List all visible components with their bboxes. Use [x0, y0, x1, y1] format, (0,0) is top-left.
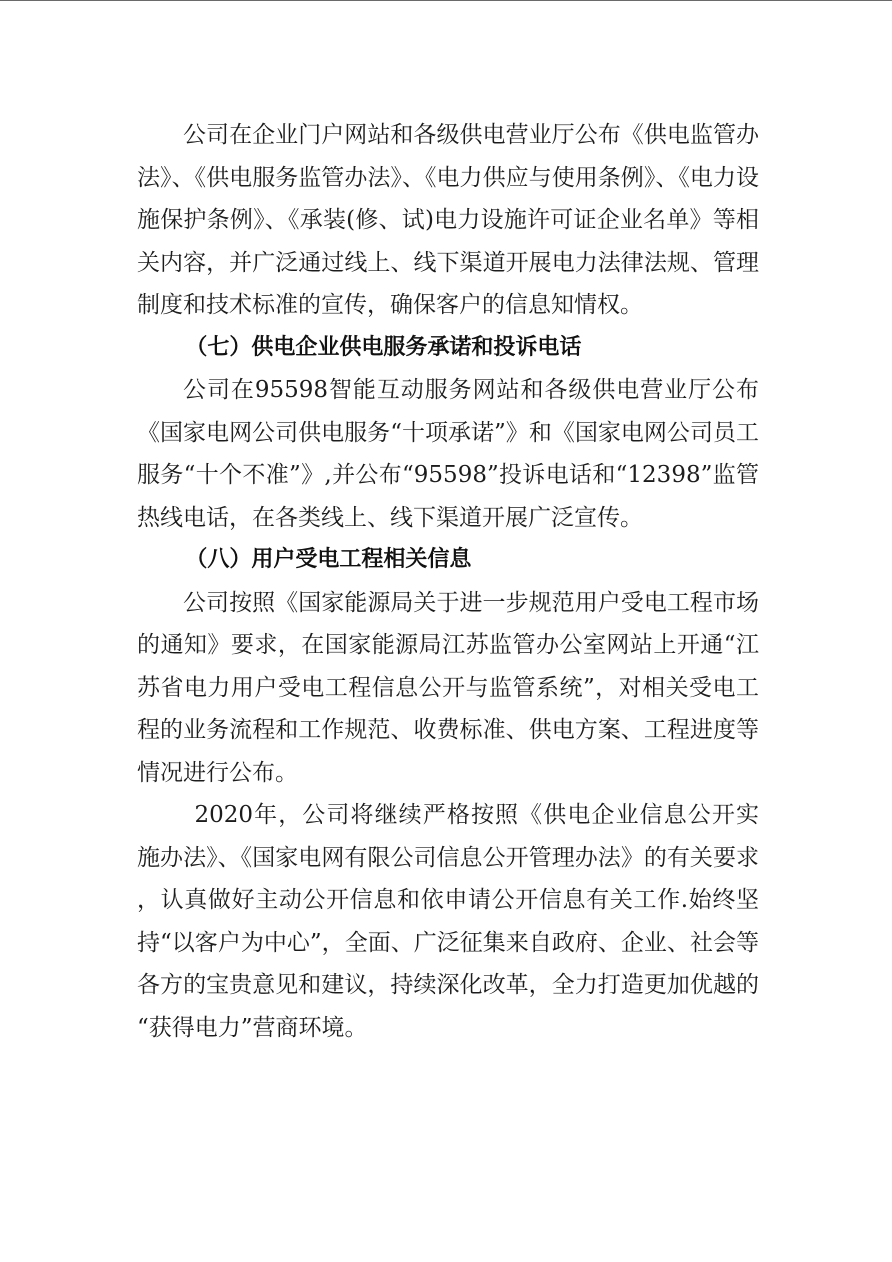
- document-body: [137, 114, 759, 1049]
- paragraph-2020-plan: 2020年，公司将继续严格按照《供电企业信息公开实施办法》、《国家电网有限公司信息公开管理办法》的有关要求，认真做好主动公开信息和依申请公开信息有关工作.始终坚持“以客户为中心”，全面、广泛征集来自政府、企业、社会等各方的宝贵意见和建议，持续深化改革，全力打造更加优越的“获得电力”营商环境。: [137, 802, 759, 1041]
- paragraph-info-disclosure: 公司在企业门户网站和各级供电营业厅公布《供电监管办法》、《供电服务监管办法》、《电力供应与使用条例》、《电力设施保护条例》、《承装(修、试)电力设施许可证企业名单》等相关内容，并广泛通过线上、线下渠道开展电力法律法规、管理制度和技术标准的宣传，确保客户的信息知情权。: [137, 122, 759, 318]
- paragraph-service-commitment: 公司在95598智能互动服务网站和各级供电营业厅公布《国家电网公司供电服务“十项承诺”》和《国家电网公司员工服务“十个不准”》,并公布“95598”投诉电话和“12398”监管热线电话，在各类线上、线下渠道开展广泛宣传。: [137, 377, 759, 531]
- paragraph-user-power-project: 公司按照《国家能源局关于进一步规范用户受电工程市场的通知》要求，在国家能源局江苏监管办公室网站上开通“江苏省电力用户受电工程信息公开与监管系统”，对相关受电工程的业务流程和工作规范、收费标准、供电方案、工程进度等情况进行公布。: [137, 589, 759, 786]
- section-heading-service-commitment: （七）供电企业供电服务承诺和投诉电话: [185, 334, 582, 360]
- section-heading-user-power-project: （八）用户受电工程相关信息: [185, 547, 472, 572]
